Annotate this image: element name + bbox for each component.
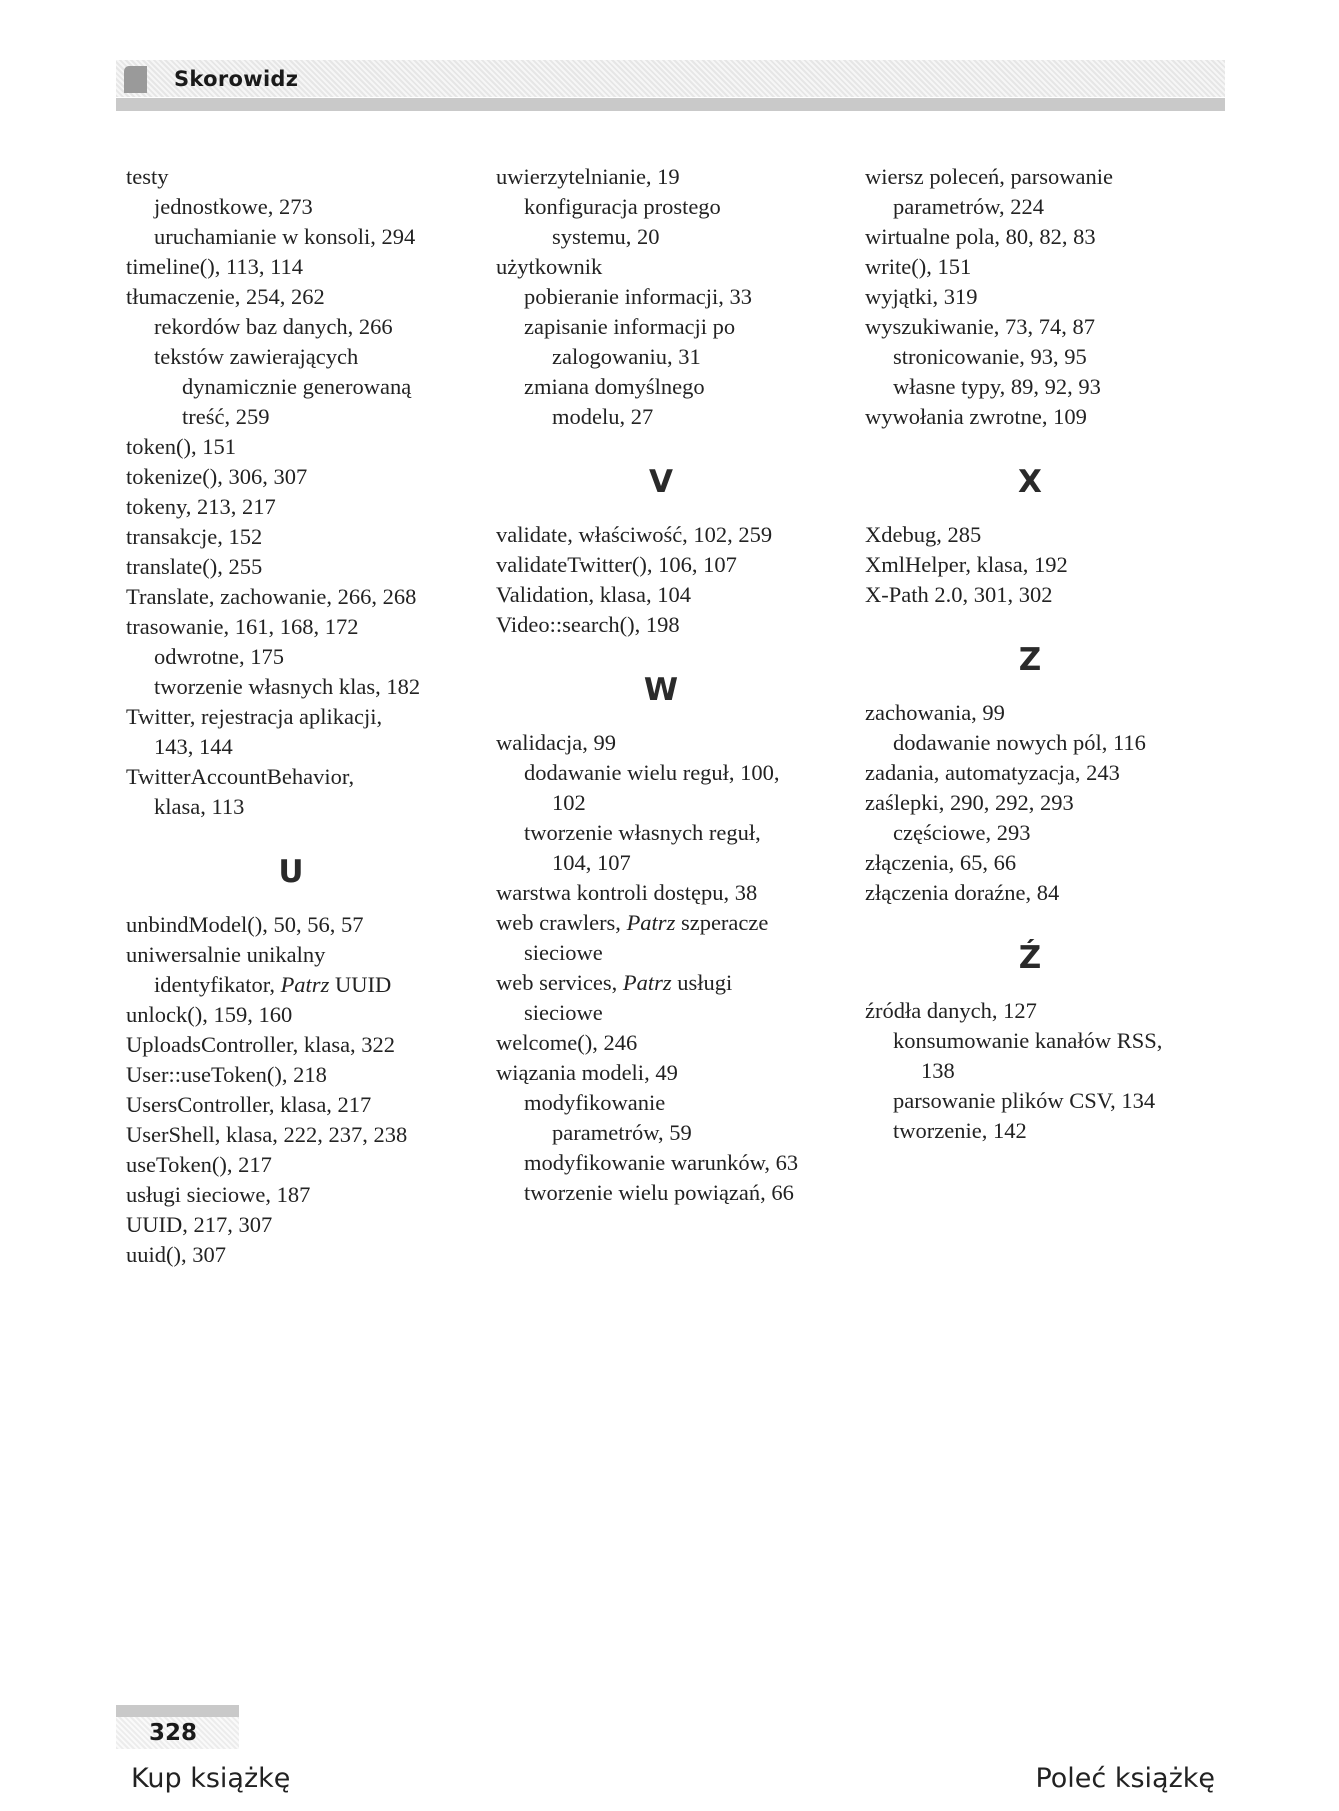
index-subentry: dodawanie nowych pól, 116 <box>893 730 1146 755</box>
index-entry: translate(), 255 <box>126 554 263 579</box>
index-entry: Video::search(), 198 <box>496 612 680 637</box>
see-reference: Patrz <box>280 972 330 997</box>
index-subentry: pobieranie informacji, 33 <box>524 284 753 309</box>
index-subentry <box>126 970 486 1000</box>
section-letter: X <box>1018 464 1042 500</box>
reference-target: usługi <box>671 970 733 995</box>
index-subentry: sieciowe <box>524 1000 603 1025</box>
see-reference: Patrz <box>622 970 672 995</box>
reference-target: UUID <box>329 972 392 997</box>
index-subentry: parsowanie plików CSV, 134 <box>893 1088 1156 1113</box>
section-letter: U <box>278 854 304 890</box>
index-entry: UploadsController, klasa, 322 <box>126 1032 396 1057</box>
entry-text: web services, <box>496 970 623 995</box>
index-entry: walidacja, 99 <box>496 730 616 755</box>
index-entry: źródła danych, 127 <box>865 998 1037 1023</box>
index-subentry: tworzenie własnych reguł, <box>524 820 761 845</box>
index-column-2 <box>496 162 856 1208</box>
index-entry <box>496 968 856 998</box>
index-subentry: dynamicznie generowaną <box>182 374 412 399</box>
entry-text: identyfikator, <box>154 972 281 997</box>
section-letter: V <box>649 464 673 500</box>
index-entry: Xdebug, 285 <box>865 522 982 547</box>
index-entry: Translate, zachowanie, 266, 268 <box>126 584 417 609</box>
index-entry: uniwersalnie unikalny <box>126 942 326 967</box>
index-entry: welcome(), 246 <box>496 1030 638 1055</box>
index-entry: wyjątki, 319 <box>865 284 978 309</box>
index-subentry: rekordów baz danych, 266 <box>154 314 393 339</box>
index-subentry: zalogowaniu, 31 <box>552 344 701 369</box>
recommend-book-link[interactable]: Poleć książkę <box>1035 1763 1215 1794</box>
index-entry: Twitter, rejestracja aplikacji, <box>126 704 383 729</box>
running-header-title: Skorowidz <box>174 67 299 91</box>
index-entry: uwierzytelnianie, 19 <box>496 164 680 189</box>
index-entry: validate, właściwość, 102, 259 <box>496 522 773 547</box>
index-entry: timeline(), 113, 114 <box>126 254 304 279</box>
index-subentry: klasa, 113 <box>154 794 245 819</box>
section-letter: Z <box>1018 642 1042 678</box>
index-subentry: dodawanie wielu reguł, 100, <box>524 760 780 785</box>
index-entry: write(), 151 <box>865 254 972 279</box>
index-entry: uuid(), 307 <box>126 1242 226 1267</box>
index-entry: X-Path 2.0, 301, 302 <box>865 582 1053 607</box>
entry-text: web crawlers, <box>496 910 627 935</box>
index-entry: testy <box>126 164 169 189</box>
index-entry: token(), 151 <box>126 434 236 459</box>
index-subentry: tworzenie, 142 <box>893 1118 1027 1143</box>
index-entry: unbindModel(), 50, 56, 57 <box>126 912 364 937</box>
index-entry: trasowanie, 161, 168, 172 <box>126 614 359 639</box>
index-subentry: częściowe, 293 <box>893 820 1031 845</box>
index-entry: wirtualne pola, 80, 82, 83 <box>865 224 1096 249</box>
index-entry: usługi sieciowe, 187 <box>126 1182 311 1207</box>
index-subentry: tekstów zawierających <box>154 344 359 369</box>
index-entry: UUID, 217, 307 <box>126 1212 273 1237</box>
index-entry: Validation, klasa, 104 <box>496 582 691 607</box>
index-subentry: zapisanie informacji po <box>524 314 736 339</box>
index-subentry: konsumowanie kanałów RSS, <box>893 1028 1163 1053</box>
section-letter: W <box>643 672 679 708</box>
index-subentry: 102 <box>552 790 586 815</box>
index-subentry: uruchamianie w konsoli, 294 <box>154 224 416 249</box>
index-subentry: tworzenie własnych klas, 182 <box>154 674 421 699</box>
index-subentry: odwrotne, 175 <box>154 644 284 669</box>
buy-book-link[interactable]: Kup książkę <box>131 1763 291 1794</box>
index-entry: złączenia, 65, 66 <box>865 850 1017 875</box>
index-subentry: modelu, 27 <box>552 404 654 429</box>
see-reference: Patrz <box>626 910 676 935</box>
index-subentry: treść, 259 <box>182 404 270 429</box>
index-entry: validateTwitter(), 106, 107 <box>496 552 737 577</box>
index-column-3 <box>865 162 1225 1146</box>
index-entry: warstwa kontroli dostępu, 38 <box>496 880 758 905</box>
index-entry: użytkownik <box>496 254 603 279</box>
index-entry: UserShell, klasa, 222, 237, 238 <box>126 1122 408 1147</box>
index-subentry: 138 <box>921 1058 955 1083</box>
reference-target: szperacze <box>675 910 769 935</box>
page-number: 328 <box>149 1720 198 1746</box>
index-entry: XmlHelper, klasa, 192 <box>865 552 1068 577</box>
index-subentry: parametrów, 59 <box>552 1120 692 1145</box>
index-entry <box>496 908 856 938</box>
index-entry: zachowania, 99 <box>865 700 1005 725</box>
index-subentry: tworzenie wielu powiązań, 66 <box>524 1180 794 1205</box>
index-entry: wiersz poleceń, parsowanie <box>865 164 1114 189</box>
index-subentry: modyfikowanie warunków, 63 <box>524 1150 799 1175</box>
index-subentry: sieciowe <box>524 940 603 965</box>
index-entry: unlock(), 159, 160 <box>126 1002 293 1027</box>
index-entry: złączenia doraźne, 84 <box>865 880 1060 905</box>
index-subentry: zmiana domyślnego <box>524 374 705 399</box>
index-entry: TwitterAccountBehavior, <box>126 764 355 789</box>
index-entry: User::useToken(), 218 <box>126 1062 327 1087</box>
footer-rule <box>116 1705 239 1717</box>
index-entry: useToken(), 217 <box>126 1152 272 1177</box>
index-entry: tokenize(), 306, 307 <box>126 464 308 489</box>
index-subentry: modyfikowanie <box>524 1090 666 1115</box>
index-entry: transakcje, 152 <box>126 524 263 549</box>
index-subentry: systemu, 20 <box>552 224 660 249</box>
index-subentry: 104, 107 <box>552 850 631 875</box>
header-tab-marker <box>124 66 147 93</box>
index-entry: wiązania modeli, 49 <box>496 1060 678 1085</box>
index-subentry: jednostkowe, 273 <box>154 194 313 219</box>
index-subentry: stronicowanie, 93, 95 <box>893 344 1087 369</box>
index-entry: zadania, automatyzacja, 243 <box>865 760 1120 785</box>
index-entry: UsersController, klasa, 217 <box>126 1092 372 1117</box>
index-subentry: 143, 144 <box>154 734 233 759</box>
index-entry: wywołania zwrotne, 109 <box>865 404 1087 429</box>
header-rule <box>116 98 1225 111</box>
index-subentry: parametrów, 224 <box>893 194 1044 219</box>
index-subentry: własne typy, 89, 92, 93 <box>893 374 1101 399</box>
section-letter: Ź <box>1018 940 1042 976</box>
index-column-1 <box>126 162 486 1270</box>
index-entry: tłumaczenie, 254, 262 <box>126 284 325 309</box>
index-entry: zaślepki, 290, 292, 293 <box>865 790 1074 815</box>
index-entry: tokeny, 213, 217 <box>126 494 276 519</box>
index-entry: wyszukiwanie, 73, 74, 87 <box>865 314 1095 339</box>
index-subentry: konfiguracja prostego <box>524 194 721 219</box>
